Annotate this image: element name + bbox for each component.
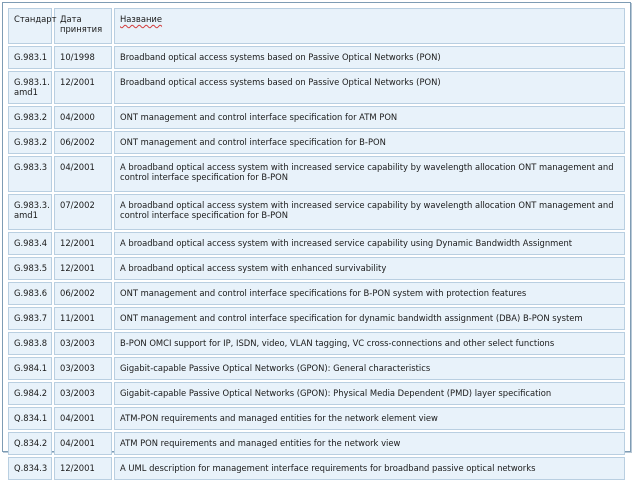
table-header-row	[8, 8, 625, 44]
cell-standard: Q.834.3	[8, 457, 52, 480]
cell-name: B-PON OMCI support for IP, ISDN, video, VLAN tagging, VC cross-connections and other select functions	[114, 332, 625, 355]
cell-date: 12/2001	[54, 457, 112, 480]
header-date: Дата принятия	[54, 8, 112, 44]
cell-standard: G.983.3	[8, 156, 52, 192]
cell-name: Broadband optical access systems based on Passive Optical Networks (PON)	[114, 71, 625, 104]
cell-standard: G.983.2	[8, 131, 52, 154]
cell-standard: G.983.1	[8, 46, 52, 69]
cell-date: 06/2002	[54, 282, 112, 305]
table-row	[8, 282, 625, 305]
cell-standard: G.984.1	[8, 357, 52, 380]
cell-date: 03/2003	[54, 382, 112, 405]
cell-name: Gigabit-capable Passive Optical Networks (GPON): General characteristics	[114, 357, 625, 380]
cell-standard: Q.834.1	[8, 407, 52, 430]
cell-date: 12/2001	[54, 232, 112, 255]
cell-date: 12/2001	[54, 257, 112, 280]
header-name	[114, 8, 625, 44]
cell-date: 11/2001	[54, 307, 112, 330]
cell-name: ONT management and control interface specification for ATM PON	[114, 106, 625, 129]
table-row	[8, 71, 625, 104]
cell-name: A broadband optical access system with increased service capability by wavelength allocation ONT management and control interface specification for B-PON	[114, 156, 625, 192]
cell-standard: G.983.7	[8, 307, 52, 330]
cell-name: ONT management and control interface specification for dynamic bandwidth assignment (DBA) B-PON system	[114, 307, 625, 330]
cell-date: 04/2001	[54, 156, 112, 192]
cell-standard: G.983.3. amd1	[8, 194, 52, 230]
cell-name: A broadband optical access system with increased service capability using Dynamic Bandwidth Assignment	[114, 232, 625, 255]
cell-date: 10/1998	[54, 46, 112, 69]
cell-date: 04/2000	[54, 106, 112, 129]
cell-name: Broadband optical access systems based on Passive Optical Networks (PON)	[114, 46, 625, 69]
cell-standard: Q.834.2	[8, 432, 52, 455]
cell-date: 03/2003	[54, 357, 112, 380]
table-row	[8, 194, 625, 230]
cell-date: 03/2003	[54, 332, 112, 355]
cell-date: 04/2001	[54, 432, 112, 455]
table-row	[8, 46, 625, 69]
cell-standard: G.983.4	[8, 232, 52, 255]
cell-name: A UML description for management interface requirements for broadband passive optical networks	[114, 457, 625, 480]
header-name-label: Название	[120, 14, 163, 24]
table-row	[8, 357, 625, 380]
cell-standard: G.983.6	[8, 282, 52, 305]
table-row	[8, 131, 625, 154]
cell-name: Gigabit-capable Passive Optical Networks (GPON): Physical Media Dependent (PMD) layer specification	[114, 382, 625, 405]
cell-date: 06/2002	[54, 131, 112, 154]
table-row	[8, 382, 625, 405]
table-row	[8, 457, 625, 480]
table-row	[8, 307, 625, 330]
header-standard: Стандарт	[8, 8, 52, 44]
cell-name: A broadband optical access system with enhanced survivability	[114, 257, 625, 280]
cell-date: 04/2001	[54, 407, 112, 430]
cell-name: ONT management and control interface specification for B-PON	[114, 131, 625, 154]
table-row	[8, 257, 625, 280]
cell-name: ATM-PON requirements and managed entities for the network element view	[114, 407, 625, 430]
standards-table	[6, 6, 627, 482]
table-row	[8, 232, 625, 255]
cell-standard: G.983.1. amd1	[8, 71, 52, 104]
table-row	[8, 106, 625, 129]
cell-name: ONT management and control interface specifications for B-PON system with protection features	[114, 282, 625, 305]
cell-name: A broadband optical access system with increased service capability by wavelength allocation ONT management and control interface specification for B-PON	[114, 194, 625, 230]
cell-date: 12/2001	[54, 71, 112, 104]
table-row	[8, 156, 625, 192]
cell-standard: G.984.2	[8, 382, 52, 405]
standards-table-frame	[2, 2, 631, 473]
cell-date: 07/2002	[54, 194, 112, 230]
table-row	[8, 432, 625, 455]
cell-name: ATM PON requirements and managed entities for the network view	[114, 432, 625, 455]
table-row	[8, 407, 625, 430]
cell-standard: G.983.5	[8, 257, 52, 280]
table-row	[8, 332, 625, 355]
cell-standard: G.983.8	[8, 332, 52, 355]
cell-standard: G.983.2	[8, 106, 52, 129]
